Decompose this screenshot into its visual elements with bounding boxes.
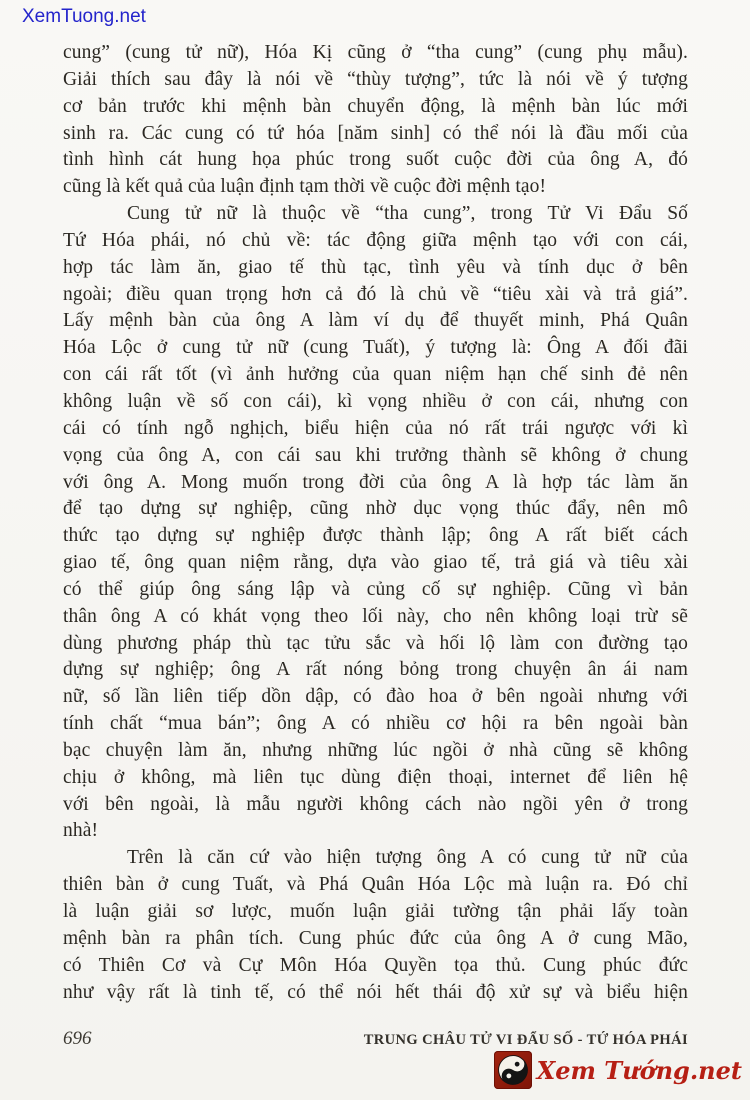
text-line: như vậy rất là tinh tế, có thể nói hết thái độ xử sự và biểu hiện <box>63 981 688 1003</box>
text-line: Hóa Lộc ở cung tử nữ (cung Tuất), ý tượng là: Ông A đối đãi <box>63 337 688 359</box>
text-line: thiên bàn ở cung Tuất, và Phá Quân Hóa Lộc mà luận ra. Đó chỉ <box>63 874 688 896</box>
text-line: hợp tác làm ăn, giao tế thù tạc, tình yêu và tính dục ở bên <box>63 256 688 278</box>
text-line: Lấy mệnh bàn của ông A làm ví dụ để thuyết minh, Phá Quân <box>63 310 688 332</box>
text-line: dùng phương pháp thù tạc tửu sắc và hối lộ làm con đường tạo <box>63 632 688 654</box>
text-line: ngoài; điều quan trọng hơn cả đó là chủ về “tiêu xài và trả giá”. <box>63 283 688 305</box>
text-line: thân ông A có khát vọng theo lối này, cho nên không loại trừ sẽ <box>63 605 688 627</box>
site-logo[interactable] <box>494 1051 742 1089</box>
text-line: thức tạo dựng sự nghiệp được thành lập; ông A rất biết cách <box>63 525 688 547</box>
text-line: dựng sự nghiệp; ông A rất nóng bỏng trong chuyện ân ái nam <box>63 659 688 681</box>
text-line: Trên là căn cứ vào hiện tượng ông A có cung tử nữ của <box>127 847 688 869</box>
text-line: Tứ Hóa phái, nó chủ về: tác động giữa mệnh tạo với con cái, <box>63 229 688 251</box>
text-line: cũng là kết quả của luận định tạm thời về cuộc đời mệnh tạo! <box>63 176 547 198</box>
text-line: mệnh bàn ra phân tích. Cung phúc đức của ông A ở cung Mão, <box>63 927 688 949</box>
page-number: 696 <box>63 1028 92 1049</box>
watermark-site-link[interactable]: XemTuong.net <box>22 6 146 27</box>
text-line: vọng của ông A, con cái sau khi trưởng thành sẽ không ở chung <box>63 444 688 466</box>
text-line: nhà! <box>63 820 99 842</box>
book-title: TRUNG CHÂU TỬ VI ĐẨU SỐ - TỨ HÓA PHÁI <box>363 1032 688 1048</box>
text-line: cái có tính ngỗ nghịch, biểu hiện của nó rất trái ngược với kì <box>63 417 688 439</box>
text-line: để tạo dựng sự nghiệp, cũng nhờ dục vọng thúc đẩy, nên mô <box>63 498 688 520</box>
text-line: cơ bản trước khi mệnh bàn chuyển động, là mệnh bàn lúc mới <box>63 95 688 117</box>
yin-yang-icon <box>494 1051 532 1089</box>
text-line: con cái rất tốt (vì ảnh hưởng của quan niệm hạn chế sinh đẻ nên <box>63 364 688 386</box>
text-line: sinh ra. Các cung có tứ hóa [năm sinh] có thể nói là đầu mối của <box>63 122 688 144</box>
text-line: bạc chuyện làm ăn, nhưng những lúc ngồi ở nhà cũng sẽ không <box>63 739 688 761</box>
logo-wordmark: Xem Tướng.net <box>536 1055 742 1085</box>
text-line: không luận về số con cái), kì vọng nhiều ở con cái, nhưng con <box>63 390 688 412</box>
text-line: có Thiên Cơ và Cự Môn Hóa Quyền tọa thủ. Cung phúc đức <box>63 954 688 976</box>
text-line: tình hình cát hung họa phúc trong suốt cuộc đời của ông A, đó <box>63 149 688 171</box>
text-line: tính chất “mua bán”; ông A có nhiều cơ hội ra bên ngoài bàn <box>63 713 688 735</box>
text-line: với ông A. Mong muốn trong đời của ông A là hợp tác làm ăn <box>63 471 688 493</box>
body-text <box>63 40 688 1006</box>
text-line: nữ, số lần liên tiếp dồn dập, có đào hoa ở bên ngoài nhưng với <box>63 686 688 708</box>
page-footer <box>63 1028 688 1050</box>
text-line: giao tế, ông quan niệm rằng, dựa vào giao tế, trả giá và tiêu xài <box>63 552 688 574</box>
text-line: có thể giúp ông sáng lập và củng cố sự nghiệp. Cũng vì bản <box>63 578 688 600</box>
text-line: Cung tử nữ là thuộc về “tha cung”, trong Tử Vi Đẩu Số <box>127 203 688 225</box>
text-line: cung” (cung tử nữ), Hóa Kị cũng ở “tha cung” (cung phụ mẫu). <box>63 42 688 63</box>
text-line: Giải thích sau đây là nói về “thùy tượng”, tức là nói về ý tượng <box>63 68 688 90</box>
text-line: là luận giải sơ lược, muốn luận giải tường tận phải lấy toàn <box>63 901 688 922</box>
text-line: với bên ngoài, là mẫu người không cách nào ngồi yên ở trong <box>63 793 688 815</box>
text-line: chịu ở không, mà liên tục dùng điện thoại, internet để liên hệ <box>63 766 688 788</box>
